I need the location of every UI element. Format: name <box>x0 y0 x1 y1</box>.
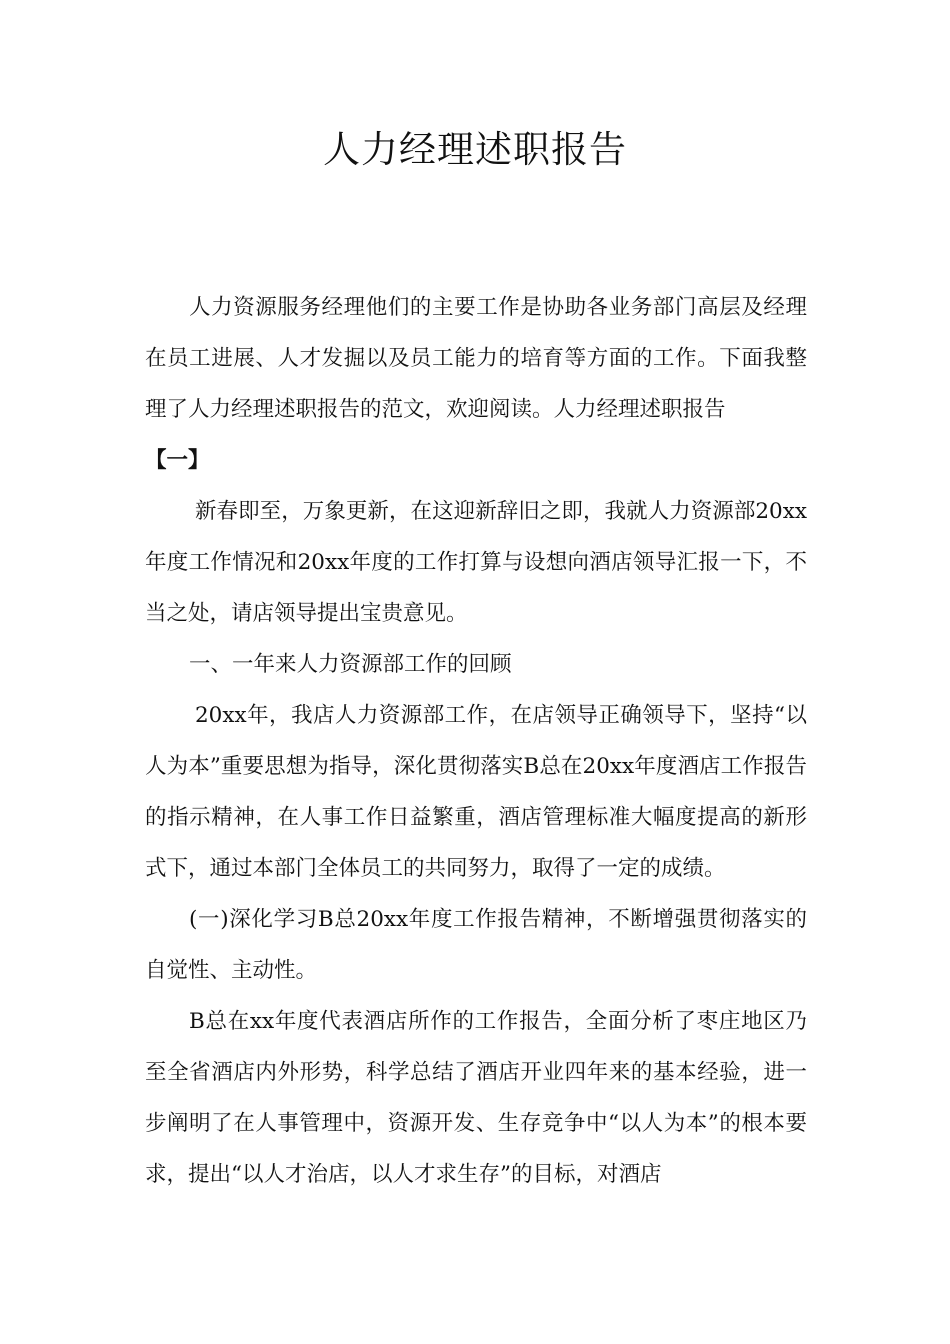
paragraph-4: 20xx年，我店人力资源部工作，在店领导正确领导下，坚持“以人为本”重要思想为指导，深化贯彻落实B总在20xx年度酒店工作报告的指示精神，在人事工作日益繁重，酒店管理标准大幅度提高的新形式下，通过本部门全体员工的共同努力，取得了一定的成绩。 <box>145 703 807 881</box>
section-mark: 【一】 <box>145 448 210 473</box>
section-mark-paragraph <box>145 435 807 486</box>
section-heading-1: 一、一年来人力资源部工作的回顾 <box>189 652 512 677</box>
document-body <box>145 282 807 1200</box>
paragraph-6: B总在xx年度代表酒店所作的工作报告，全面分析了枣庄地区乃至全省酒店内外形势，科学总结了酒店开业四年来的基本经验，进一步阐明了在人事管理中，资源开发、生存竞争中“以人为本”的根本要求，提出“以人才治店，以人才求生存”的目标，对酒店 <box>145 1009 807 1187</box>
intro-text: 人力资源服务经理他们的主要工作是协助各业务部门高层及经理在员工进展、人才发掘以及员工能力的培育等方面的工作。下面我整理了人力经理述职报告的范文，欢迎阅读。人力经理述职报告 <box>145 295 807 422</box>
document-title: 人力经理述职报告 <box>323 128 627 171</box>
subsection-heading-1: (一)深化学习B总20xx年度工作报告精神，不断增强贯彻落实的自觉性、主动性。 <box>145 907 807 983</box>
intro-paragraph <box>145 282 807 435</box>
paragraph-2: 新春即至，万象更新，在这迎新辞旧之即，我就人力资源部20xx年度工作情况和20xx年度的工作打算与设想向酒店领导汇报一下，不当之处，请店领导提出宝贵意见。 <box>145 499 807 626</box>
